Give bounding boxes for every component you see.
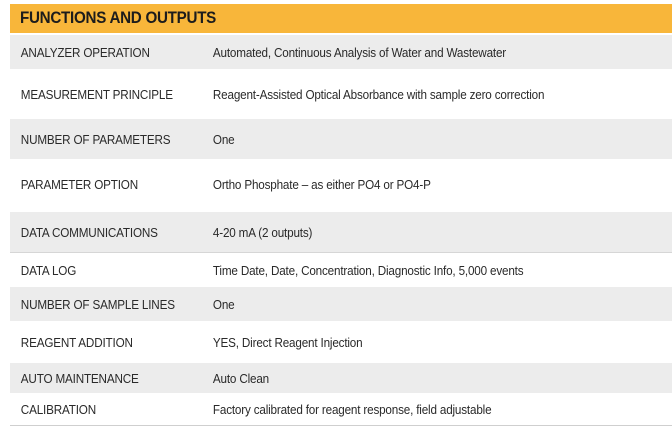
row-label-data-log: DATA LOG bbox=[20, 262, 77, 278]
row-value-number-of-sample-lines: One bbox=[212, 296, 235, 312]
functions-outputs-table bbox=[10, 4, 672, 421]
row-label-number-of-parameters: NUMBER OF PARAMETERS bbox=[20, 131, 171, 147]
row-value-calibration: Factory calibrated for reagent response, field adjustable bbox=[212, 402, 492, 417]
table-header-bar bbox=[10, 4, 672, 33]
row-value-number-of-parameters: One bbox=[212, 131, 235, 147]
row-label-data-communications: DATA COMMUNICATIONS bbox=[20, 224, 158, 240]
row-label-calibration: CALIBRATION bbox=[20, 402, 96, 417]
row-value-measurement-principle: Reagent-Assisted Optical Absorbance with sample zero correction bbox=[212, 86, 545, 102]
table-row bbox=[10, 325, 672, 360]
row-label-reagent-addition: REAGENT ADDITION bbox=[20, 335, 133, 350]
row-label-measurement-principle: MEASUREMENT PRINCIPLE bbox=[20, 86, 173, 102]
table-row bbox=[10, 119, 672, 159]
row-value-data-log: Time Date, Date, Concentration, Diagnostic Info, 5,000 events bbox=[212, 262, 524, 278]
table-row bbox=[10, 74, 672, 114]
table-row bbox=[10, 252, 672, 287]
table-row bbox=[10, 287, 672, 321]
row-label-auto-maintenance: AUTO MAINTENANCE bbox=[20, 370, 139, 386]
table-row bbox=[10, 212, 672, 252]
row-value-auto-maintenance: Auto Clean bbox=[212, 370, 269, 386]
row-label-analyzer-operation: ANALYZER OPERATION bbox=[20, 44, 150, 60]
row-value-reagent-addition: YES, Direct Reagent Injection bbox=[212, 335, 363, 350]
row-label-parameter-option: PARAMETER OPTION bbox=[20, 176, 138, 192]
table-row bbox=[10, 164, 672, 204]
table-row bbox=[10, 35, 672, 69]
table-title: FUNCTIONS AND OUTPUTS bbox=[20, 9, 217, 27]
row-value-analyzer-operation: Automated, Continuous Analysis of Water and Wastewater bbox=[212, 44, 507, 60]
table-row bbox=[10, 363, 672, 393]
row-value-parameter-option: Ortho Phosphate – as either PO4 or PO4-P bbox=[212, 176, 431, 192]
table-body bbox=[10, 33, 672, 421]
row-value-data-communications: 4-20 mA (2 outputs) bbox=[212, 224, 313, 240]
table-row bbox=[10, 394, 672, 425]
row-label-number-of-sample-lines: NUMBER OF SAMPLE LINES bbox=[20, 296, 175, 312]
